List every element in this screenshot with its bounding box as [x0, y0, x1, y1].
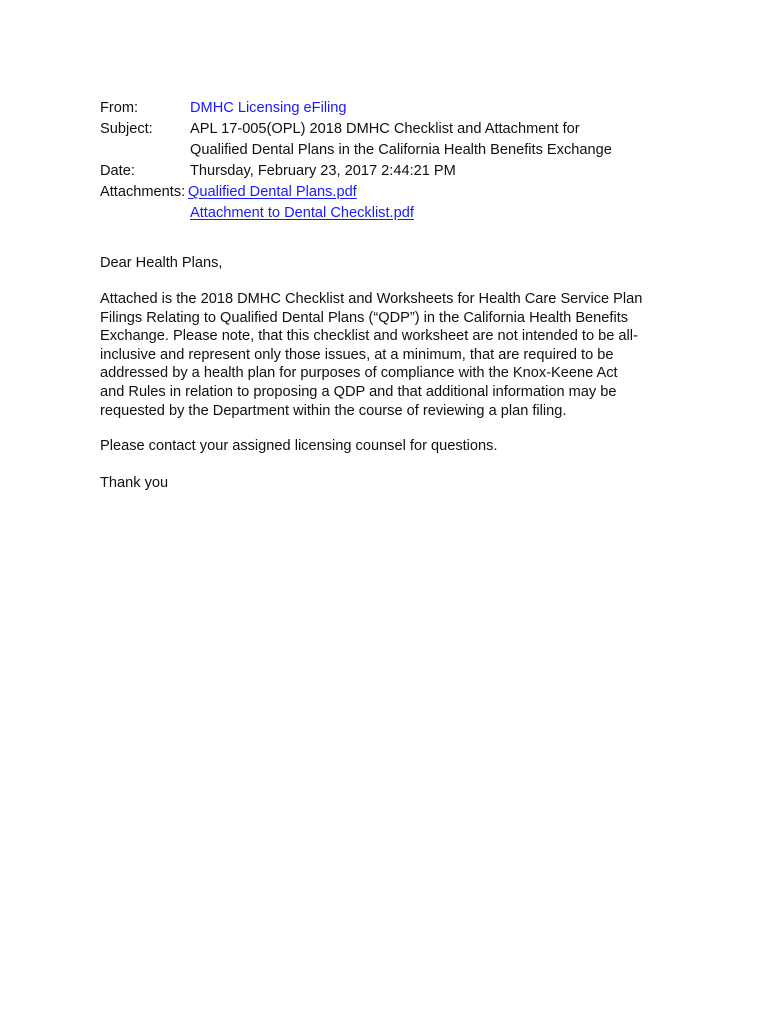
closing: Thank you — [100, 475, 169, 491]
date-value: Thursday, February 23, 2017 2:44:21 PM — [190, 163, 456, 179]
subject-line-2: Qualified Dental Plans in the California Health Benefits Exchange — [190, 142, 612, 158]
date-label: Date: — [100, 163, 135, 179]
subject-label: Subject: — [100, 121, 153, 137]
from-link[interactable]: DMHC Licensing eFiling — [190, 100, 347, 116]
message-paragraph-1 — [100, 290, 680, 420]
from-row — [100, 98, 700, 119]
paragraph-line: Filings Relating to Qualified Dental Plans (“QDP”) in the California Health Benefits — [100, 309, 629, 326]
attachments-row — [100, 182, 700, 203]
greeting: Dear Health Plans, — [100, 255, 223, 271]
subject-label-spacer — [100, 140, 190, 161]
from-label: From: — [100, 100, 139, 116]
attachment-link-2[interactable]: Attachment to Dental Checklist.pdf — [190, 205, 414, 221]
paragraph-line: Exchange. Please note, that this checklist and worksheet are not intended to be all- — [100, 328, 638, 345]
attachment-link-1[interactable]: Qualified Dental Plans.pdf — [188, 184, 357, 200]
subject-row — [100, 119, 700, 140]
paragraph-line: Attached is the 2018 DMHC Checklist and Worksheets for Health Care Service Plan — [100, 291, 643, 307]
attachments-row-continued — [100, 203, 700, 224]
attachments-label-spacer — [100, 203, 190, 224]
paragraph-line: and Rules in relation to proposing a QDP and that additional information may be — [100, 383, 617, 400]
paragraph-line: addressed by a health plan for purposes of compliance with the Knox-Keene Act — [100, 365, 618, 382]
subject-row-continued — [100, 140, 700, 161]
paragraph-line: requested by the Department within the course of reviewing a plan filing. — [100, 402, 567, 419]
attachments-label: Attachments: — [100, 184, 186, 200]
subject-line-1: APL 17-005(OPL) 2018 DMHC Checklist and Attachment for — [190, 121, 580, 137]
date-row — [100, 161, 700, 182]
email-header — [100, 98, 700, 224]
message-paragraph-2: Please contact your assigned licensing counsel for questions. — [100, 438, 498, 454]
paragraph-line: inclusive and represent only those issues, at a minimum, that are required to be — [100, 346, 614, 363]
